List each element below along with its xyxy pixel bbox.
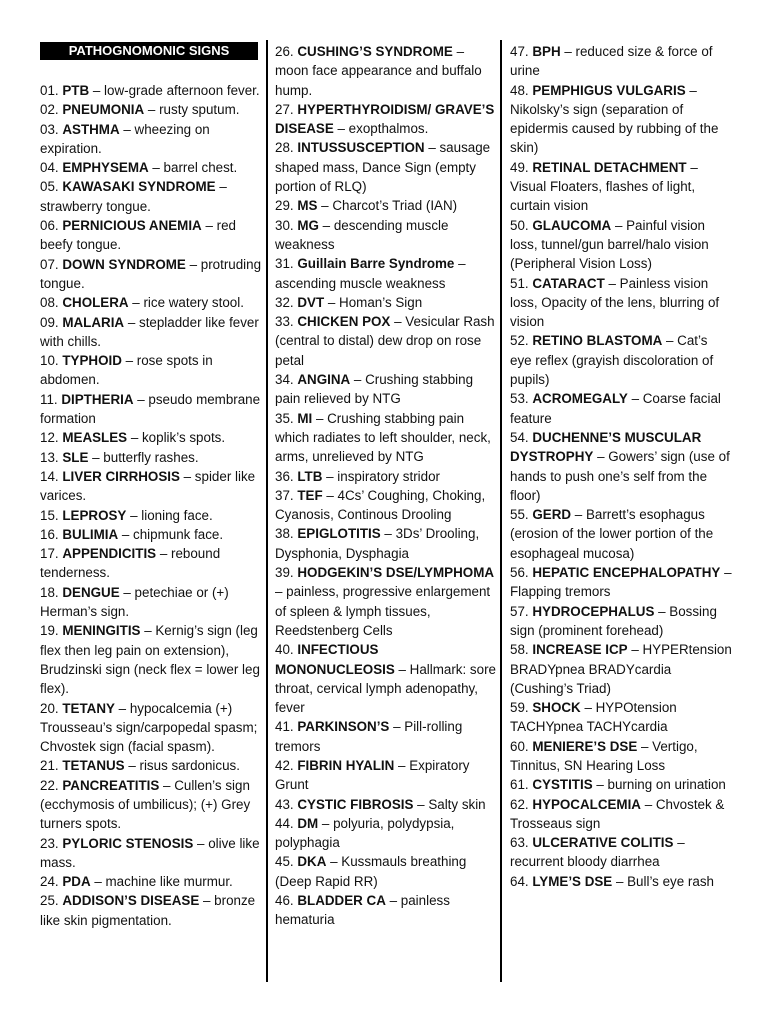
entry-number: 20. — [40, 700, 59, 716]
entry-description: – stepladder like fever with chills. — [40, 314, 259, 349]
sign-entry — [510, 775, 732, 794]
sign-entry — [40, 621, 262, 698]
entry-term: APPENDICITIS — [62, 546, 157, 562]
entry-description: – bronze like skin pigmentation. — [40, 893, 256, 928]
entry-number: 37. — [275, 487, 294, 503]
sign-entry — [275, 138, 497, 196]
sign-entry — [40, 776, 262, 834]
sign-entry — [40, 756, 262, 775]
entry-description: – inspiratory stridor — [322, 468, 440, 484]
entry-term: DM — [297, 815, 319, 831]
sign-entry — [40, 293, 262, 312]
entry-number: 18. — [40, 584, 59, 600]
sign-entry — [40, 872, 262, 891]
sign-entry — [40, 525, 262, 544]
entry-description: – Crushing stabbing pain relieved by NTG — [275, 372, 474, 407]
sign-entry — [275, 640, 497, 717]
entry-description: – 4Cs’ Coughing, Choking, Cyanosis, Continous Drooling — [275, 487, 486, 523]
sign-entry — [275, 370, 497, 409]
entry-term: CYSTIC FIBROSIS — [297, 796, 414, 812]
entry-description: – rose spots in abdomen. — [40, 353, 213, 388]
entry-description: – red beefy tongue. — [40, 218, 236, 253]
entry-number: 26. — [275, 44, 294, 59]
entry-term: KAWASAKI SYNDROME — [62, 179, 216, 195]
entry-description: – Cullen’s sign (ecchymosis of umbilicus); (+) Grey turners spots. — [40, 777, 251, 832]
sign-entry — [40, 100, 262, 119]
entry-number: 64. — [510, 873, 529, 889]
entry-term: RETINO BLASTOMA — [532, 333, 663, 349]
entry-description: – Salty skin — [413, 796, 486, 812]
sign-entry — [510, 389, 732, 428]
sign-entry — [275, 312, 497, 370]
entry-number: 47. — [510, 44, 529, 59]
entry-number: 17. — [40, 546, 59, 562]
entry-description: – rice watery stool. — [128, 295, 244, 311]
entry-term: TETANUS — [62, 758, 125, 774]
entry-term: DENGUE — [62, 584, 120, 600]
entry-description: – burning on urination — [592, 777, 726, 793]
entry-description: – barrel chest. — [148, 160, 238, 176]
sign-entry — [510, 640, 732, 698]
entry-term: CHICKEN POX — [297, 314, 391, 330]
entry-number: 12. — [40, 430, 59, 446]
entry-number: 48. — [510, 82, 529, 98]
entry-description: – chipmunk face. — [118, 526, 224, 542]
entry-term: LYME’S DSE — [532, 873, 613, 889]
entry-description: – Flapping tremors — [510, 565, 732, 600]
entry-term: MS — [297, 198, 318, 214]
sign-entry — [275, 814, 497, 853]
entry-term: BPH — [532, 44, 561, 59]
entry-term: ULCERATIVE COLITIS — [532, 835, 674, 851]
entry-number: 33. — [275, 314, 294, 330]
sign-entry — [40, 467, 262, 506]
entry-number: 51. — [510, 275, 529, 291]
sign-entry — [275, 196, 497, 215]
entry-number: 16. — [40, 526, 59, 542]
entry-description: – polyuria, polydypsia, polyphagia — [275, 815, 455, 851]
entry-term: DKA — [297, 854, 327, 870]
entry-term: CATARACT — [532, 275, 605, 291]
sign-entry — [40, 120, 262, 159]
sign-entry — [40, 81, 262, 100]
entry-term: SLE — [62, 449, 89, 465]
sign-entry — [510, 505, 732, 563]
entry-description: – Crushing stabbing pain which radiates to left shoulder, neck, arms, unrelieved by NTG — [275, 410, 491, 465]
entry-number: 60. — [510, 738, 529, 754]
entry-number: 52. — [510, 333, 529, 349]
entry-number: 44. — [275, 815, 294, 831]
entry-description: – strawberry tongue. — [40, 179, 227, 214]
entry-term: MENIERE’S DSE — [532, 738, 638, 754]
entry-description: – descending muscle weakness — [275, 217, 449, 252]
sign-entry — [40, 699, 262, 757]
entry-term: LIVER CIRRHOSIS — [62, 468, 180, 484]
entry-term: MEASLES — [62, 430, 128, 446]
sign-entry — [275, 293, 497, 312]
entry-description: – Homan’s Sign — [324, 294, 423, 310]
entry-description: – recurrent bloody diarrhea — [510, 835, 685, 870]
entry-term: TYPHOID — [62, 353, 122, 369]
entry-term: MENINGITIS — [62, 623, 141, 639]
entry-number: 35. — [275, 410, 294, 426]
entry-description: – lioning face. — [126, 507, 213, 523]
sign-entry — [275, 891, 497, 930]
entry-number: 27. — [275, 101, 294, 117]
entry-number: 61. — [510, 777, 529, 793]
sign-entry — [510, 737, 732, 776]
sign-entry — [510, 563, 732, 602]
entry-term: MALARIA — [62, 314, 125, 330]
entry-number: 07. — [40, 256, 59, 272]
entry-description: – pseudo membrane formation — [40, 391, 261, 427]
entry-term: INCREASE ICP — [532, 642, 628, 658]
entry-description: – Barrett’s esophagus (erosion of the lower portion of the esophageal mucosa) — [510, 507, 714, 561]
entry-term: CHOLERA — [62, 295, 129, 311]
entry-number: 03. — [40, 121, 59, 137]
entry-term: HEPATIC ENCEPHALOPATHY — [532, 565, 721, 581]
sign-entry — [510, 42, 732, 81]
entry-term: RETINAL DETACHMENT — [532, 159, 687, 175]
sign-entry — [275, 409, 497, 467]
entry-term: FIBRIN HYALIN — [297, 757, 395, 773]
entry-term: DVT — [297, 294, 325, 310]
entry-description: – protruding tongue. — [40, 256, 262, 291]
entry-description: – rebound tenderness. — [40, 546, 221, 581]
sign-entry — [510, 274, 732, 332]
entry-number: 10. — [40, 353, 59, 369]
column-divider-left — [266, 40, 268, 982]
sign-entry — [275, 756, 497, 795]
sign-entry — [40, 158, 262, 177]
entry-term: BLADDER CA — [297, 893, 386, 909]
entry-number: 19. — [40, 623, 59, 639]
entry-description: – Bull’s eye rash — [612, 873, 714, 889]
entry-description: – Cat’s eye reflex (grayish discoloration of pupils) — [510, 333, 714, 388]
entry-description: – low-grade afternoon fever. — [89, 83, 260, 98]
entry-description: – Pill-rolling tremors — [275, 719, 463, 754]
column-3 — [510, 42, 732, 891]
entry-term: HYPOCALCEMIA — [532, 796, 641, 812]
entry-number: 15. — [40, 507, 59, 523]
entry-description: – Vertigo, Tinnitus, SN Hearing Loss — [510, 738, 698, 773]
sign-entry — [510, 216, 732, 274]
entry-description: – Bossing sign (prominent forehead) — [510, 603, 717, 638]
entry-term: PNEUMONIA — [62, 102, 145, 118]
entry-term: HYDROCEPHALUS — [532, 603, 655, 619]
entry-description: – risus sardonicus. — [124, 758, 240, 774]
entry-number: 54. — [510, 429, 529, 445]
entry-number: 39. — [275, 565, 294, 581]
sign-entry — [275, 486, 497, 525]
entry-description: – Hallmark: sore throat, cervical lymph adenopathy, fever — [275, 661, 496, 716]
entry-description: – HYPERtension BRADYpnea BRADYcardia (Cushing’s Triad) — [510, 642, 732, 696]
sign-entry — [40, 834, 262, 873]
entry-term: EMPHYSEMA — [62, 160, 149, 176]
entry-description: – petechiae or (+) Herman’s sign. — [40, 584, 229, 620]
sign-entry — [510, 872, 732, 891]
entry-number: 63. — [510, 835, 529, 851]
entry-term: ADDISON’S DISEASE — [62, 893, 200, 909]
sign-entry — [510, 698, 732, 737]
entry-term: ACROMEGALY — [532, 391, 628, 407]
entry-term: DOWN SYNDROME — [62, 256, 186, 272]
entry-number: 50. — [510, 217, 529, 233]
entry-term: LEPROSY — [62, 507, 127, 523]
entry-description: – sausage shaped mass, Dance Sign (empty portion of RLQ) — [275, 140, 491, 195]
entry-number: 23. — [40, 835, 59, 851]
sign-entry — [275, 42, 497, 100]
entry-description: – hypocalcemia (+) Trousseau’s sign/carpopedal spasm; Chvostek sign (facial spasm). — [40, 700, 258, 755]
entry-number: 36. — [275, 468, 294, 484]
entry-number: 45. — [275, 854, 294, 870]
entry-number: 42. — [275, 757, 294, 773]
entry-description: – butterfly rashes. — [88, 449, 199, 465]
sign-entry — [510, 833, 732, 872]
entry-description: – Painful vision loss, tunnel/gun barrel/halo vision (Peripheral Vision Loss) — [510, 217, 709, 272]
entry-description: – koplik’s spots. — [127, 430, 226, 446]
sign-entry — [40, 583, 262, 622]
entry-term: HYPERTHYROIDISM/ GRAVE’S DISEASE — [275, 101, 495, 137]
entry-number: 62. — [510, 796, 529, 812]
entry-description: – moon face appearance and buffalo hump. — [275, 44, 482, 98]
entry-description: – spider like varices. — [40, 468, 256, 504]
entry-description: – Coarse facial feature — [510, 391, 721, 426]
entry-term: DIPTHERIA — [61, 391, 134, 407]
sign-entry — [510, 158, 732, 216]
entry-description: – Chvostek & Trosseaus sign — [510, 796, 725, 831]
sign-entry — [40, 448, 262, 467]
sign-entry — [275, 717, 497, 756]
entry-term: INFECTIOUS MONONUCLEOSIS — [275, 642, 395, 677]
sign-entry — [510, 428, 732, 505]
entry-term: PERNICIOUS ANEMIA — [62, 218, 202, 234]
entry-number: 46. — [275, 893, 294, 909]
entry-number: 49. — [510, 159, 529, 175]
entry-description: – painless, progressive enlargement of spleen & lymph tissues, Reedstenberg Cells — [275, 584, 491, 638]
entry-number: 56. — [510, 565, 529, 581]
entry-number: 13. — [40, 449, 59, 465]
entry-description: – Visual Floaters, flashes of light, curtain vision — [510, 159, 698, 214]
entry-number: 14. — [40, 468, 59, 484]
entry-number: 53. — [510, 391, 529, 407]
entry-number: 40. — [275, 642, 294, 658]
entry-number: 02. — [40, 102, 59, 118]
entry-term: CUSHING’S SYNDROME — [297, 44, 453, 59]
entry-number: 57. — [510, 603, 529, 619]
entry-number: 29. — [275, 198, 294, 214]
entry-term: EPIGLOTITIS — [297, 526, 381, 542]
entry-description: – machine like murmur. — [90, 874, 233, 890]
sign-entry — [275, 254, 497, 293]
entry-number: 08. — [40, 295, 59, 311]
sign-entry — [275, 216, 497, 255]
entry-description: – Painless vision loss, Opacity of the lens, blurring of vision — [510, 275, 720, 330]
entry-description: – Expiratory Grunt — [275, 757, 470, 793]
entry-number: 22. — [40, 777, 59, 793]
entry-number: 59. — [510, 700, 529, 716]
entry-number: 43. — [275, 796, 294, 812]
sign-entry — [40, 313, 262, 352]
entry-term: LTB — [297, 468, 323, 484]
entry-number: 38. — [275, 526, 294, 542]
entry-description: – olive like mass. — [40, 835, 260, 870]
entry-term: ANGINA — [297, 372, 351, 388]
sign-entry — [40, 351, 262, 390]
entry-term: DUCHENNE’S MUSCULAR DYSTROPHY — [510, 429, 702, 465]
sign-entry — [40, 428, 262, 447]
entry-term: TEF — [297, 487, 323, 503]
entry-description: – Nikolsky’s sign (separation of epidermis caused by rubbing of the skin) — [510, 82, 719, 156]
entry-number: 24. — [40, 874, 59, 890]
sign-entry — [40, 216, 262, 255]
sign-entry — [275, 467, 497, 486]
entry-term: MI — [297, 410, 313, 426]
entry-description: – rusty sputum. — [144, 102, 240, 118]
entry-number: 21. — [40, 758, 59, 774]
entry-term: Guillain Barre Syndrome — [297, 256, 455, 272]
entry-number: 41. — [275, 719, 294, 735]
entry-description: – Vesicular Rash (central to distal) dew drop on rose petal — [275, 314, 495, 368]
sign-entry — [40, 891, 262, 930]
sign-entry — [40, 544, 262, 583]
sign-entry — [40, 255, 262, 294]
sign-entry — [510, 331, 732, 389]
entry-term: PTB — [62, 83, 90, 98]
entry-number: 09. — [40, 314, 59, 330]
entry-term: PDA — [62, 874, 91, 890]
sign-entry — [40, 390, 262, 429]
entry-description: – Gowers’ sign (use of hands to push one’s self from the floor) — [510, 449, 730, 503]
entry-term: MG — [297, 217, 319, 233]
entry-term: ASTHMA — [62, 121, 120, 137]
entry-number: 11. — [40, 391, 58, 407]
entry-term: PEMPHIGUS VULGARIS — [532, 82, 686, 98]
section-heading: PATHOGNOMONIC SIGNS — [40, 42, 258, 60]
entry-number: 58. — [510, 642, 529, 658]
entry-term: PYLORIC STENOSIS — [62, 835, 194, 851]
sign-entry — [275, 524, 497, 563]
sign-entry — [510, 602, 732, 641]
entry-number: 06. — [40, 218, 59, 234]
entry-number: 32. — [275, 294, 294, 310]
entry-description: – exopthalmos. — [333, 121, 429, 137]
entry-number: 55. — [510, 507, 529, 523]
entry-description: – wheezing on expiration. — [40, 121, 210, 156]
entry-number: 31. — [275, 256, 294, 272]
column-2 — [275, 42, 497, 930]
column-divider-right — [500, 40, 502, 982]
entry-term: GLAUCOMA — [532, 217, 612, 233]
entry-term: PARKINSON’S — [297, 719, 390, 735]
entry-number: 30. — [275, 217, 294, 233]
entry-description: – reduced size & force of urine — [510, 44, 713, 79]
sign-entry — [275, 100, 497, 139]
entry-description: – ascending muscle weakness — [275, 256, 466, 291]
entry-number: 01. — [40, 83, 59, 98]
entry-term: TETANY — [62, 700, 115, 716]
entry-term: CYSTITIS — [532, 777, 593, 793]
entry-description: – Kernig’s sign (leg flex then leg pain on extension), Brudzinski sign (neck flex = lower leg flex). — [40, 623, 260, 697]
entry-term: BULIMIA — [62, 526, 119, 542]
sign-entry — [510, 795, 732, 834]
sign-entry — [40, 506, 262, 525]
sign-entry — [40, 177, 262, 216]
entry-description: – painless hematuria — [275, 893, 450, 928]
entry-number: 25. — [40, 893, 59, 909]
column-1 — [40, 42, 262, 930]
entry-term: GERD — [532, 507, 572, 523]
entry-number: 34. — [275, 372, 294, 388]
sign-entry — [275, 795, 497, 814]
sign-entry — [510, 81, 732, 158]
entry-number: 28. — [275, 140, 294, 156]
entry-term: PANCREATITIS — [62, 777, 160, 793]
entry-description: – Charcot’s Triad (IAN) — [317, 198, 458, 214]
entry-number: 05. — [40, 179, 59, 195]
entry-term: INTUSSUSCEPTION — [297, 140, 425, 156]
sign-entry — [275, 563, 497, 640]
entry-description: – Kussmauls breathing (Deep Rapid RR) — [275, 854, 467, 889]
entry-number: 04. — [40, 160, 59, 176]
entry-description: – HYPOtension TACHYpnea TACHYcardia — [510, 700, 677, 735]
entry-description: – 3Ds’ Drooling, Dysphonia, Dysphagia — [275, 526, 480, 561]
sign-entry — [275, 852, 497, 891]
entry-term: SHOCK — [532, 700, 581, 716]
entry-term: HODGEKIN’S DSE/LYMPHOMA — [297, 565, 495, 581]
